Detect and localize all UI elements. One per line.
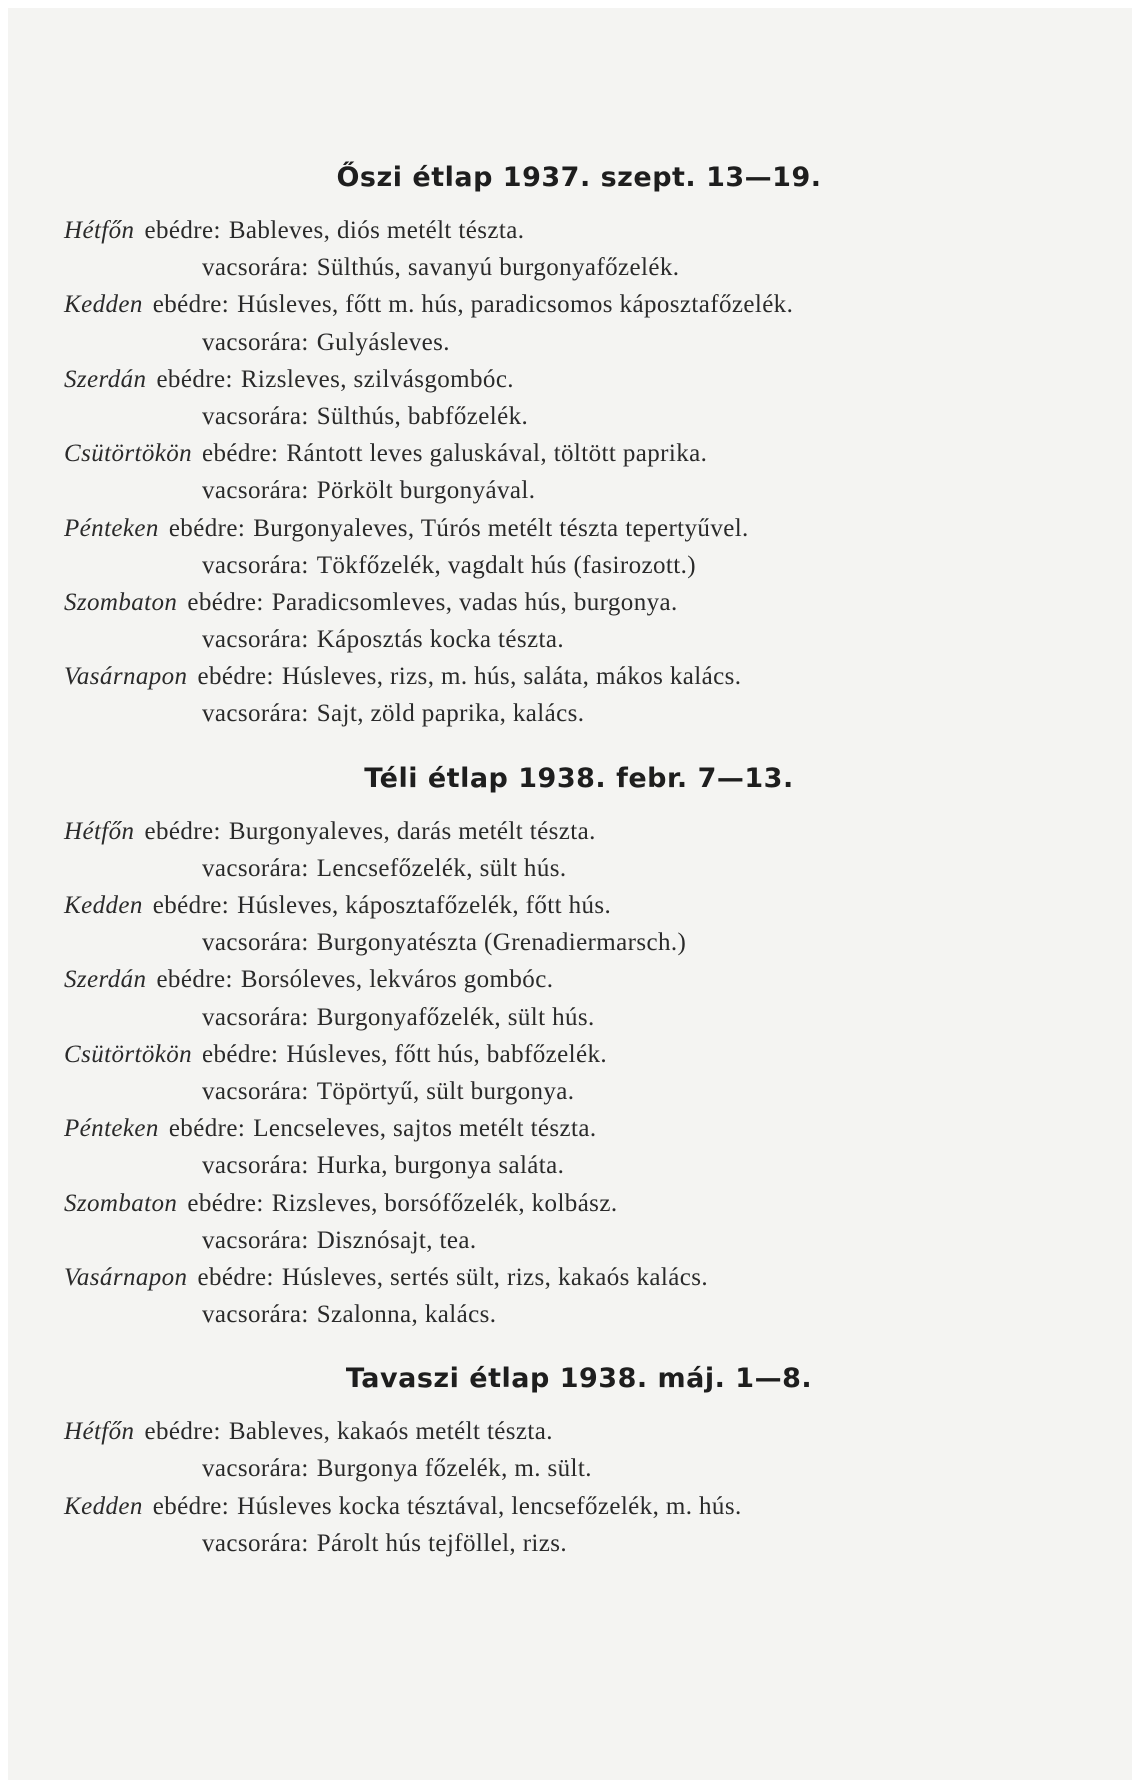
lunch-label: ebédre: [187,1189,264,1217]
lunch-text: Borsóleves, lekváros gombóc. [240,966,554,994]
section-title: Tavaszi étlap 1938. máj. 1—8. [345,1363,813,1395]
day-name: Csütörtökön [64,1040,193,1068]
lunch-text: Húsleves, főtt hús, babfőzelék. [286,1040,608,1068]
day-name: Kedden [64,291,143,319]
lunch-label: ebédre: [144,817,221,845]
lunch-text: Bableves, kakaós metélt tészta. [228,1418,553,1446]
dinner-row [64,1525,1094,1562]
day-name: Csütörtökön [64,440,193,468]
dinner-text: Burgonyatészta (Grenadiermarsch.) [316,929,687,957]
lunch-text: Lencseleves, sajtos metélt tészta. [253,1115,597,1143]
dinner-row [64,999,1094,1036]
dinner-row [64,324,1094,361]
dinner-label: vacsorára: [202,1529,309,1557]
lunch-row [64,961,1094,998]
dinner-label: vacsorára: [202,854,309,882]
menu-section [64,1359,1094,1562]
lunch-row [64,361,1094,398]
dinner-label: vacsorára: [202,1301,309,1329]
lunch-row [64,435,1094,472]
dinner-label: vacsorára: [202,1455,309,1483]
dinner-text: Gulyásleves. [316,328,450,356]
lunch-label: ebédre: [152,291,230,319]
dinner-row [64,695,1094,732]
day-name: Vasárnapon [64,663,188,691]
menu-content [64,158,1094,1588]
day-name: Hétfőn [64,217,135,244]
lunch-text: Húsleves, káposztafőzelék, főtt hús. [237,892,612,919]
lunch-label: ebédre: [197,663,274,691]
lunch-label: ebédre: [156,365,233,393]
lunch-label: ebédre: [144,217,221,244]
dinner-row [64,1450,1094,1487]
menu-section [64,158,1094,733]
dinner-label: vacsorára: [202,1226,309,1254]
dinner-text: Tökfőzelék, vagdalt hús (fasirozott.) [316,551,696,579]
dinner-row [64,1296,1094,1333]
menu-section [64,759,1094,1334]
dinner-text: Lencsefőzelék, sült hús. [316,854,567,882]
lunch-label: ebédre: [202,1040,279,1068]
section-title: Téli étlap 1938. febr. 7—13. [364,762,794,794]
lunch-row [64,1488,1094,1525]
lunch-label: ebédre: [197,1263,274,1291]
dinner-text: Disznósajt, tea. [316,1226,477,1254]
dinner-label: vacsorára: [202,626,309,654]
dinner-row [64,249,1094,286]
dinner-text: Párolt hús tejföllel, rizs. [316,1529,568,1557]
lunch-label: ebédre: [187,588,264,616]
day-name: Szombaton [64,588,178,616]
dinner-text: Sajt, zöld paprika, kalács. [316,700,585,728]
lunch-text: Húsleves, sertés sült, rizs, kakaós kalács. [281,1263,708,1291]
dinner-row [64,924,1094,961]
dinner-text: Sülthús, savanyú burgonyafőzelék. [316,254,680,282]
lunch-row [64,813,1094,850]
day-name: Pénteken [64,1115,159,1143]
lunch-row [64,1185,1094,1222]
lunch-row [64,1110,1094,1147]
dinner-text: Pörkölt burgonyával. [316,477,536,505]
dinner-row [64,1222,1094,1259]
lunch-row [64,1413,1094,1450]
day-name: Hétfőn [64,817,135,845]
lunch-row [64,212,1094,249]
day-name: Hétfőn [64,1418,135,1446]
lunch-row [64,286,1094,323]
lunch-text: Rántott leves galuskával, töltött paprika. [286,440,708,468]
lunch-text: Rizsleves, szilvásgombóc. [240,365,514,393]
lunch-row [64,584,1094,621]
day-name: Pénteken [64,514,159,542]
lunch-text: Húsleves, főtt m. hús, paradicsomos káposztafőzelék. [237,291,794,319]
dinner-row [64,850,1094,887]
day-name: Kedden [64,1492,143,1520]
lunch-text: Húsleves kocka tésztával, lencsefőzelék, m. hús. [237,1492,742,1520]
dinner-text: Szalonna, kalács. [316,1301,497,1329]
dinner-text: Káposztás kocka tészta. [316,626,565,654]
lunch-label: ebédre: [168,514,246,542]
lunch-text: Paradicsomleves, vadas hús, burgonya. [271,588,678,616]
dinner-text: Sülthús, babfőzelék. [316,402,529,430]
lunch-row [64,658,1094,695]
lunch-row [64,1036,1094,1073]
dinner-row [64,621,1094,658]
dinner-row [64,1147,1094,1184]
lunch-text: Rizsleves, borsófőzelék, kolbász. [271,1189,618,1217]
dinner-label: vacsorára: [202,929,309,957]
lunch-label: ebédre: [152,1492,230,1520]
dinner-text: Hurka, burgonya saláta. [316,1152,565,1180]
lunch-label: ebédre: [152,892,230,919]
lunch-label: ebédre: [156,966,233,994]
day-name: Szombaton [64,1189,178,1217]
page [8,8,1132,1780]
lunch-text: Bableves, diós metélt tészta. [228,217,525,244]
lunch-label: ebédre: [168,1115,246,1143]
lunch-row [64,510,1094,547]
day-name: Vasárnapon [64,1263,188,1291]
lunch-row [64,1259,1094,1296]
lunch-row [64,887,1094,924]
dinner-label: vacsorára: [202,477,309,505]
lunch-text: Burgonyaleves, Túrós metélt tészta tepertyűvel. [253,514,749,542]
dinner-row [64,547,1094,584]
dinner-row [64,1073,1094,1110]
dinner-label: vacsorára: [202,402,309,430]
dinner-text: Töpörtyű, sült burgonya. [316,1077,575,1105]
lunch-label: ebédre: [144,1418,221,1446]
dinner-label: vacsorára: [202,1152,309,1180]
dinner-label: vacsorára: [202,700,309,728]
dinner-text: Burgonyafőzelék, sült hús. [316,1003,595,1031]
day-name: Kedden [64,892,143,919]
dinner-label: vacsorára: [202,1003,309,1031]
dinner-row [64,472,1094,509]
dinner-label: vacsorára: [202,328,309,356]
day-name: Szerdán [64,365,147,393]
dinner-label: vacsorára: [202,551,309,579]
dinner-row [64,398,1094,435]
section-title: Őszi étlap 1937. szept. 13—19. [336,162,822,193]
lunch-label: ebédre: [202,440,279,468]
lunch-text: Burgonyaleves, darás metélt tészta. [228,817,596,845]
lunch-text: Húsleves, rizs, m. hús, saláta, mákos kalács. [281,663,742,691]
day-name: Szerdán [64,966,147,994]
dinner-label: vacsorára: [202,254,309,282]
dinner-label: vacsorára: [202,1077,309,1105]
dinner-text: Burgonya főzelék, m. sült. [316,1455,592,1483]
